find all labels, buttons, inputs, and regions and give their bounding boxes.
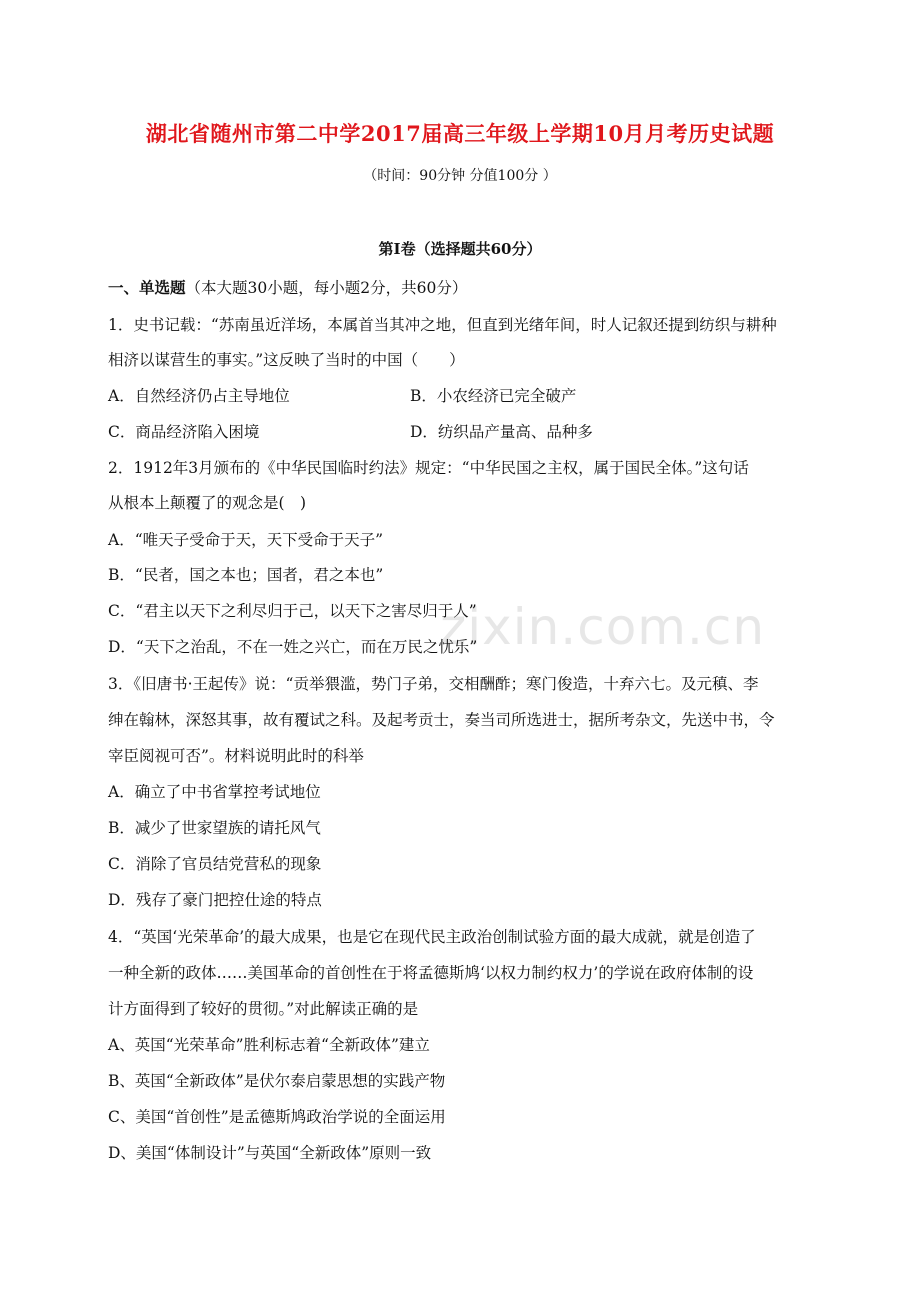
q1-option-d: D．纺织品产量高、品种多 <box>410 423 593 441</box>
watermark: zixin.com.cn <box>440 598 766 656</box>
exam-title: 湖北省随州市第二中学2017届高三年级上学期10月月考历史试题 <box>145 121 775 146</box>
q2-stem-line-2: 从根本上颠覆了的观念是( ) <box>108 494 307 512</box>
q2-option-a: A．“唯天子受命于天，天下受命于天子” <box>108 531 384 549</box>
q4-option-b: B、英国“全新政体”是伏尔泰启蒙思想的实践产物 <box>108 1072 446 1090</box>
q3-stem-line-2: 绅在翰林，深怒其事，故有覆试之科。及起考贡士，奏当司所选进士，据所考杂文，先送中书，令 <box>108 711 775 729</box>
q2-option-c: C．“君主以天下之利尽归于己，以天下之害尽归于人” <box>108 602 477 620</box>
section-heading: 第Ⅰ卷（选择题共60分） <box>378 240 542 258</box>
q3-option-d: D．残存了豪门把控仕途的特点 <box>108 891 322 909</box>
q4-option-a: A、英国“光荣革命”胜利标志着“全新政体”建立 <box>108 1036 430 1054</box>
q1-option-c: C．商品经济陷入困境 <box>108 423 260 441</box>
q1-stem-line-1: 1．史书记载：“苏南虽近洋场，本属首当其冲之地，但直到光绪年间，时人记叙还提到纺织与耕种 <box>108 316 777 334</box>
q2-option-d: D．“天下之治乱，不在一姓之兴亡，而在万民之忧乐” <box>108 638 478 656</box>
q4-stem-line-1: 4．“英国‘光荣革命’的最大成果，也是它在现代民主政治创制试验方面的最大成就，就是创造了 <box>108 928 756 946</box>
q4-option-d: D、美国“体制设计”与英国“全新政体”原则一致 <box>108 1144 432 1162</box>
q1-option-a: A．自然经济仍占主导地位 <box>108 387 290 405</box>
q3-stem-line-1: 3．《旧唐书·王起传》说：“贡举猥滥，势门子弟，交相酬酢；寒门俊造，十弃六七。及元稹、李 <box>108 675 759 693</box>
q4-stem-line-2: 一种全新的政体……美国革命的首创性在于将孟德斯鸠‘以权力制约权力’的学说在政府体制的设 <box>108 964 754 982</box>
part-heading <box>108 276 467 298</box>
q1-option-b: B．小农经济已完全破产 <box>410 387 577 405</box>
q3-option-b: B．减少了世家望族的请托风气 <box>108 819 321 837</box>
q4-stem-line-3: 计方面得到了较好的贯彻。”对此解读正确的是 <box>108 1000 419 1018</box>
part-label: 一、单选题 <box>108 278 186 297</box>
q1-stem-line-2: 相济以谋营生的事实。”这反映了当时的中国（ ） <box>108 351 465 369</box>
q2-option-b: B．“民者，国之本也；国者，君之本也” <box>108 566 384 584</box>
q2-stem-line-1: 2．1912年3月颁布的《中华民国临时约法》规定：“中华民国之主权，属于国民全体。”这句话 <box>108 459 749 477</box>
part-note: （本大题30小题，每小题2分，共60分） <box>185 279 468 297</box>
q3-stem-line-3: 宰臣阅视可否”。材料说明此时的科举 <box>108 747 364 765</box>
q4-option-c: C、美国“首创性”是孟德斯鸠政治学说的全面运用 <box>108 1108 446 1126</box>
q3-option-c: C．消除了官员结党营私的现象 <box>108 855 322 873</box>
exam-subtitle: （时间：90分钟 分值100分 ） <box>363 168 557 184</box>
q3-option-a: A．确立了中书省掌控考试地位 <box>108 783 321 801</box>
